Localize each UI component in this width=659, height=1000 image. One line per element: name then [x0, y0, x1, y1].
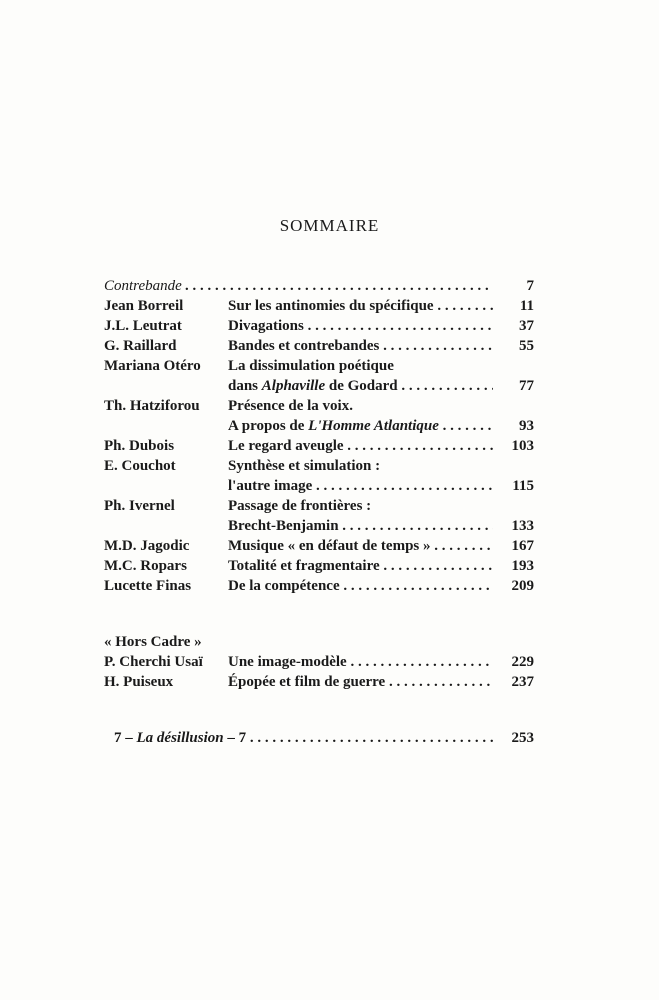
- toc-entry-continued: [0, 516, 659, 536]
- toc-title: Sur les antinomies du spécifique . . .: [228, 296, 493, 316]
- toc-author: M.D. Jagodic: [104, 538, 190, 554]
- toc-author: J.L. Leutrat: [104, 318, 182, 334]
- toc-author: Ph. Dubois: [104, 438, 175, 454]
- toc-author: M.C. Ropars: [104, 558, 187, 574]
- toc-entry: [0, 396, 659, 416]
- toc-author: Lucette Finas: [104, 578, 192, 594]
- toc-page: 253: [511, 730, 534, 746]
- toc-title: Totalité et fragmentaire . . .: [228, 556, 493, 576]
- toc-entry: [0, 496, 659, 516]
- toc-author: Mariana Otéro: [104, 358, 201, 374]
- toc-page: 133: [511, 518, 534, 534]
- toc-entry: [0, 576, 659, 596]
- toc-page: 209: [511, 578, 534, 594]
- toc-entry: [0, 296, 659, 316]
- toc-page: 55: [519, 338, 534, 354]
- toc-title: Une image-modèle . . .: [228, 652, 493, 672]
- toc-title: Passage de frontières :: [228, 498, 372, 514]
- toc-intro: [0, 276, 659, 296]
- toc-entry: [0, 336, 659, 356]
- section-heading-label: « Hors Cadre »: [104, 634, 202, 650]
- toc-page: 11: [519, 298, 534, 314]
- toc-title: Présence de la voix.: [228, 398, 353, 414]
- toc-title-line2: dans Alphaville de Godard . . .: [228, 376, 493, 396]
- toc-author: G. Raillard: [104, 338, 177, 354]
- toc-author: P. Cherchi Usaï: [104, 654, 203, 670]
- toc-entry: [0, 456, 659, 476]
- toc-entry: [0, 536, 659, 556]
- toc-page: 103: [511, 438, 534, 454]
- page-title: SOMMAIRE: [279, 216, 380, 235]
- toc-title: La dissimulation poétique: [228, 358, 394, 374]
- toc-title-line2: A propos de L'Homme Atlantique . . .: [228, 416, 493, 436]
- toc-entry: [0, 556, 659, 576]
- toc-title: Le regard aveugle . . .: [228, 436, 493, 456]
- toc-entry-continued: [0, 416, 659, 436]
- toc-page: 77: [519, 378, 534, 394]
- toc-title: Divagations . . .: [228, 316, 493, 336]
- toc-page: 37: [519, 318, 534, 334]
- toc-page: 7: [526, 278, 534, 294]
- toc-entry-continued: [0, 476, 659, 496]
- toc-page: 193: [511, 558, 534, 574]
- toc-title-line2: l'autre image . . .: [228, 476, 493, 496]
- toc-page: 229: [511, 654, 534, 670]
- toc-author: E. Couchot: [104, 458, 176, 474]
- toc-entry: [0, 356, 659, 376]
- toc-final: [0, 728, 659, 748]
- toc-page: 93: [519, 418, 534, 434]
- toc-page: 237: [511, 674, 534, 690]
- toc-page: 167: [511, 538, 534, 554]
- toc-title: 7 – La désillusion – 7 . . .: [114, 728, 493, 748]
- toc-author: Th. Hatziforou: [104, 398, 200, 414]
- toc-title: De la compétence . . .: [228, 576, 493, 596]
- toc-title: Musique « en défaut de temps » . . .: [228, 536, 493, 556]
- toc-title: Synthèse et simulation :: [228, 458, 381, 474]
- toc-title: Contrebande . . .: [104, 276, 493, 296]
- toc-entry: [0, 672, 659, 692]
- toc-title: Bandes et contrebandes . . .: [228, 336, 493, 356]
- section-heading: [0, 632, 659, 652]
- toc-author: Jean Borreil: [104, 298, 184, 314]
- toc-entry: [0, 436, 659, 456]
- toc-entry-continued: [0, 376, 659, 396]
- toc-title-line2: Brecht-Benjamin . . .: [228, 516, 493, 536]
- toc-entry: [0, 316, 659, 336]
- toc-title: Épopée et film de guerre . . .: [228, 672, 493, 692]
- toc-entry: [0, 652, 659, 672]
- toc-author: Ph. Ivernel: [104, 498, 175, 514]
- toc-page: 115: [512, 478, 534, 494]
- toc-author: H. Puiseux: [104, 674, 174, 690]
